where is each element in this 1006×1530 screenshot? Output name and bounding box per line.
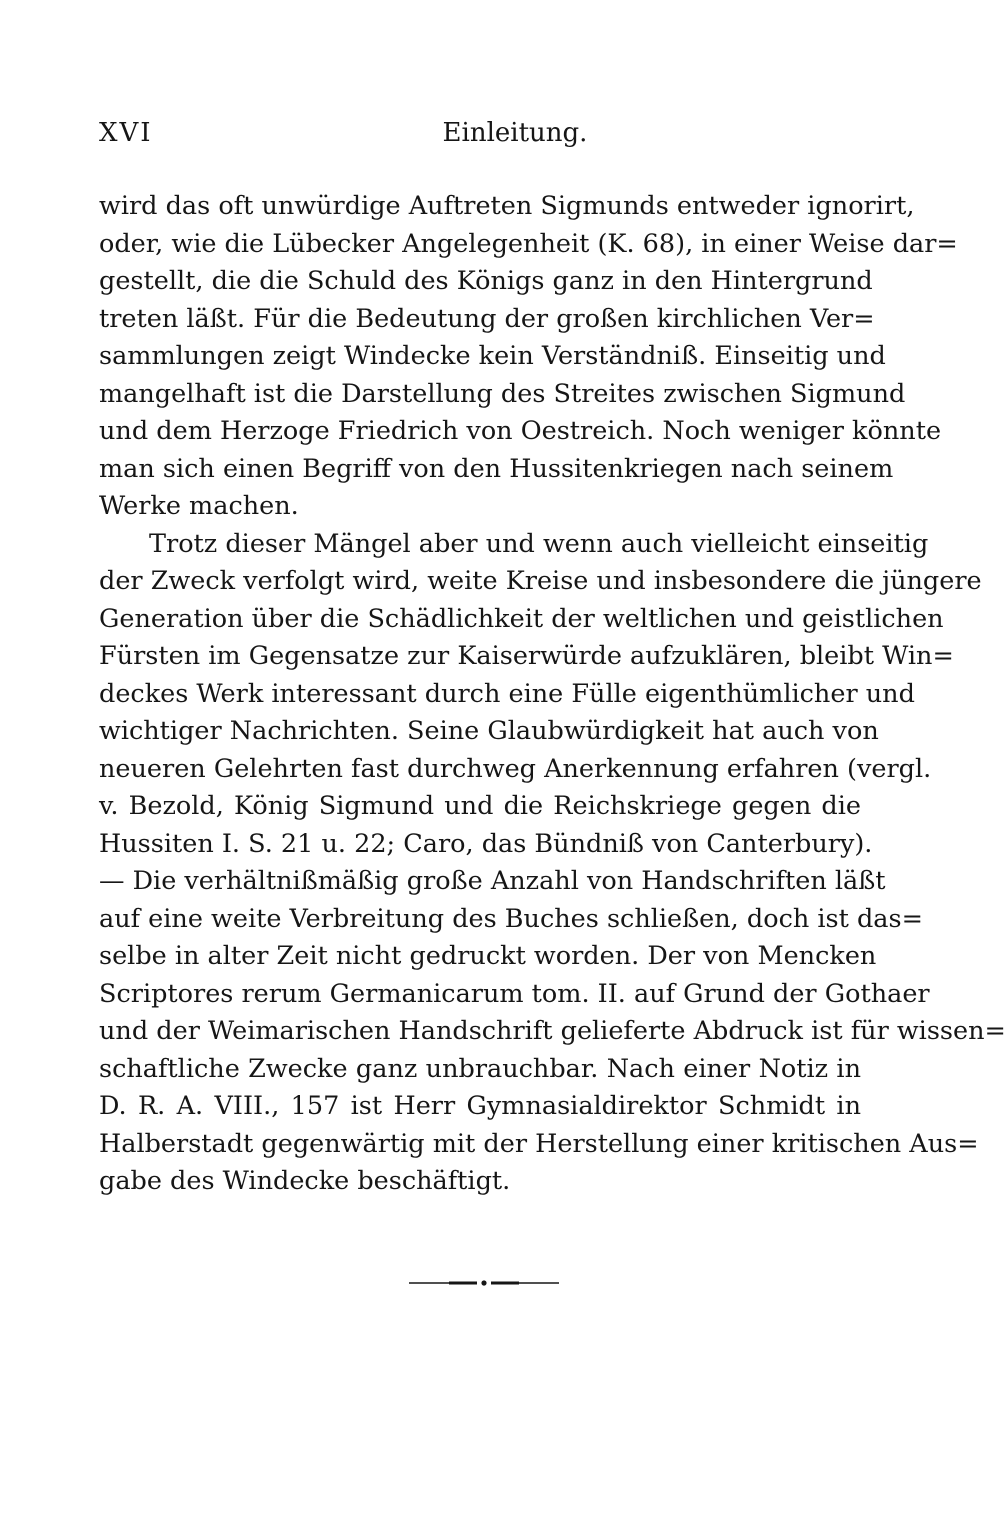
text-line: oder, wie die Lübecker Angelegenheit (K. 68), in einer Weise dar= [99, 228, 958, 259]
text-line: Werke machen. [99, 491, 299, 521]
text-line: Trotz dieser Mängel aber und wenn auch vielleicht einseitig [149, 528, 929, 559]
text-line: Generation über die Schädlichkeit der weltlichen und geistlichen [99, 603, 944, 634]
text-line: — Die verhältnißmäßig große Anzahl von Handschriften läßt [99, 866, 886, 896]
text-line: man sich einen Begriff von den Hussitenkriegen nach seinem [99, 453, 894, 484]
text-line: Fürsten im Gegensatze zur Kaiserwürde aufzuklären, bleibt Win= [99, 641, 954, 671]
text-line: wird das oft unwürdige Auftreten Sigmunds entweder ignorirt, [99, 191, 915, 221]
text-line: v. Bezold, König Sigmund und die Reichskriege gegen die [99, 791, 861, 821]
text-line: neueren Gelehrten fast durchweg Anerkennung erfahren (vergl. [99, 753, 932, 784]
text-line: gestellt, die die Schuld des Königs ganz in den Hintergrund [99, 266, 873, 296]
text-line: wichtiger Nachrichten. Seine Glaubwürdigkeit hat auch von [99, 716, 879, 746]
text-line: D. R. A. VIII., 157 ist Herr Gymnasialdirektor Schmidt in [99, 1091, 861, 1121]
body-text [99, 188, 1006, 1201]
text-line: deckes Werk interessant durch eine Fülle eigenthümlicher und [99, 678, 915, 709]
text-line: Halberstadt gegenwärtig mit der Herstellung einer kritischen Aus= [99, 1128, 979, 1159]
text-line: mangelhaft ist die Darstellung des Streites zwischen Sigmund [99, 378, 906, 409]
text-line: schaftliche Zwecke ganz unbrauchbar. Nach einer Notiz in [99, 1053, 861, 1084]
text-line: treten läßt. Für die Bedeutung der großen kirchlichen Ver= [99, 303, 875, 334]
text-line: Hussiten I. S. 21 u. 22; Caro, das Bündniß von Canterbury). [99, 828, 873, 859]
text-line: auf eine weite Verbreitung des Buches schließen, doch ist das= [99, 903, 923, 934]
text-line: und der Weimarischen Handschrift gelieferte Abdruck ist für wissen= [99, 1016, 1006, 1046]
running-title: Einleitung. [442, 118, 588, 148]
paragraph [99, 188, 958, 526]
paragraph [99, 526, 1006, 1201]
text-line: selbe in alter Zeit nicht gedruckt worden. Der von Mencken [99, 941, 877, 971]
text-line: Scriptores rerum Germanicarum tom. II. auf Grund der Gothaer [99, 978, 930, 1009]
text-line: gabe des Windecke beschäftigt. [99, 1166, 511, 1196]
page-header [99, 114, 861, 154]
end-ornament [409, 1278, 559, 1288]
text-line: und dem Herzoge Friedrich von Oestreich. Noch weniger könnte [99, 416, 942, 446]
text-line: der Zweck verfolgt wird, weite Kreise und insbesondere die jüngere [99, 566, 982, 596]
page-number: XVI [99, 118, 153, 148]
text-line: sammlungen zeigt Windecke kein Verständniß. Einseitig und [99, 341, 886, 371]
